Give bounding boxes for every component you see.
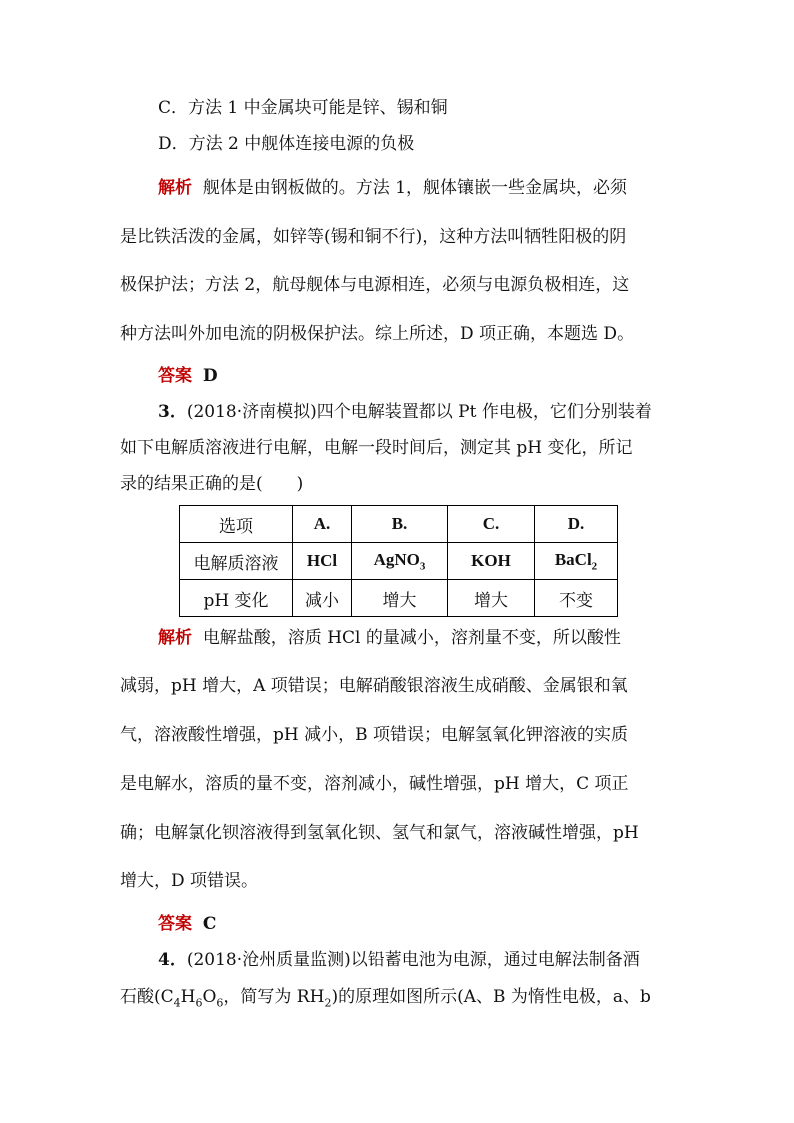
q4-stem-text-1: (2018·沧州质量监测)以铅蓄电池为电源，通过电解法制备酒 xyxy=(186,950,640,970)
table-row-ph xyxy=(180,580,618,617)
q2-analysis-label: 解析 xyxy=(158,178,192,198)
q3-answer xyxy=(158,912,718,936)
q2-answer-label: 答案 xyxy=(158,366,192,386)
q2-analysis-text-4: 种方法叫外加电流的阴极保护法。综上所述，D 项正确，本题选 D。 xyxy=(120,324,635,344)
table-row-electrolyte xyxy=(180,543,618,580)
q2-analysis-text-2: 是比铁活泼的金属，如锌等(锡和铜不行)，这种方法叫牺牲阳极的阴 xyxy=(120,227,627,247)
q3-answer-value: C xyxy=(202,914,217,934)
table-header-cell: B. xyxy=(352,506,448,543)
table-row-label: pH 变化 xyxy=(180,580,293,617)
q3-analysis-text-4: 是电解水，溶质的量不变，溶剂减小，碱性增强，pH 增大，C 项正 xyxy=(120,774,629,794)
table-header-cell: D. xyxy=(535,506,618,543)
q3-analysis-first-line xyxy=(158,626,718,650)
q2-answer xyxy=(158,364,718,388)
table-cell: BaCl$_2$ xyxy=(535,543,618,580)
table-cell: HCl xyxy=(293,543,352,580)
q2-option-d: D．方法 2 中舰体连接电源的负极 xyxy=(158,134,415,154)
q2-option-c: C．方法 1 中金属块可能是锌、锡和铜 xyxy=(158,98,448,118)
q2-answer-value: D xyxy=(202,366,218,386)
q3-stem-line-2: 如下电解质溶液进行电解，电解一段时间后，测定其 pH 变化，所记 xyxy=(120,438,633,458)
q3-number: 3． xyxy=(158,402,187,422)
table-header-cell: 选项 xyxy=(180,506,293,543)
table-cell: 增大 xyxy=(352,580,448,617)
q2-analysis-text-3: 极保护法；方法 2，航母舰体与电源相连，必须与电源负极相连，这 xyxy=(120,275,630,295)
q3-stem-text-1: (2018·济南模拟)四个电解装置都以 Pt 作电极，它们分别装着 xyxy=(186,402,652,422)
q3-analysis-text-1: 电解盐酸，溶质 HCl 的量减小，溶剂量不变，所以酸性 xyxy=(202,628,621,648)
q3-analysis-text-5: 确；电解氯化钡溶液得到氢氧化钡、氢气和氯气，溶液碱性增强，pH xyxy=(120,823,639,843)
table-cell: AgNO$_3$ xyxy=(352,543,448,580)
q4-stem-line-1 xyxy=(158,948,718,972)
table-header-row xyxy=(180,506,618,543)
table-cell: 减小 xyxy=(293,580,352,617)
q3-answer-label: 答案 xyxy=(158,914,192,934)
q3-analysis-label: 解析 xyxy=(158,628,192,648)
q4-number: 4． xyxy=(158,950,187,970)
q3-stem-line-1 xyxy=(158,400,718,424)
q2-analysis-first-line xyxy=(158,176,718,200)
q3-analysis-text-3: 气，溶液酸性增强，pH 减小，B 项错误；电解氢氧化钾溶液的实质 xyxy=(120,725,629,745)
table-cell: 不变 xyxy=(535,580,618,617)
q3-stem-line-3: 录的结果正确的是( ) xyxy=(120,474,304,494)
table-cell: KOH xyxy=(448,543,535,580)
q2-analysis-text-1: 舰体是由钢板做的。方法 1，舰体镶嵌一些金属块，必须 xyxy=(202,178,628,198)
table-row-label: 电解质溶液 xyxy=(180,543,293,580)
q4-stem-line-2: 石酸($C_4H_6O_6$，简写为 $RH_2$)的原理如图所示(A、B 为惰性电极，a、b xyxy=(120,987,651,1010)
table-header-cell: A. xyxy=(293,506,352,543)
q3-analysis-text-2: 减弱，pH 增大，A 项错误；电解硝酸银溶液生成硝酸、金属银和氧 xyxy=(120,676,628,696)
table-header-cell: C. xyxy=(448,506,535,543)
q3-analysis-text-6: 增大，D 项错误。 xyxy=(120,871,259,891)
table-cell: 增大 xyxy=(448,580,535,617)
q3-options-table xyxy=(179,505,618,617)
